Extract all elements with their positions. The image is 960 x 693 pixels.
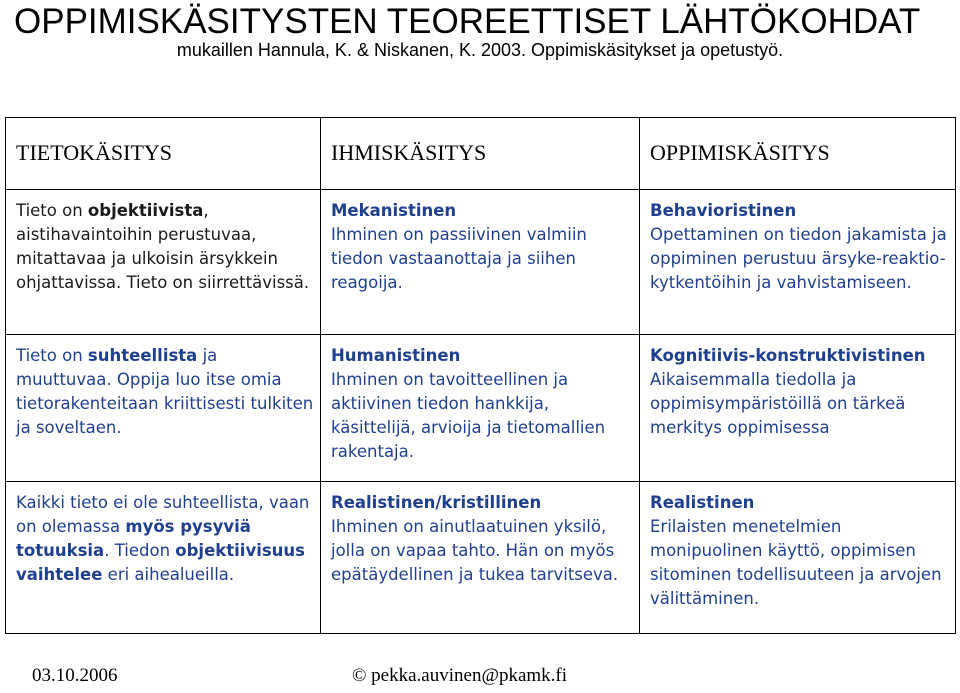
header-ihmiskasitys: IHMISKÄSITYS — [321, 118, 640, 190]
table-row — [6, 334, 956, 481]
oppiminen-cell — [640, 481, 956, 633]
header-tietokasitys: TIETOKÄSITYS — [6, 118, 321, 190]
oppiminen-heading: Kognitiivis-konstruktivistinen — [650, 345, 926, 365]
footer-date: 03.10.2006 — [32, 665, 118, 686]
oppiminen-text: Aikaisemmalla tiedolla ja oppimisympäristöillä on tärkeä merkitys oppimisessa — [650, 369, 906, 437]
page-title: OPPIMISKÄSITYSTEN TEOREETTISET LÄHTÖKOHDAT — [14, 2, 921, 41]
page-subtitle: mukaillen Hannula, K. & Niskanen, K. 2003. Oppimiskäsitykset ja opetustyö. — [176, 40, 784, 60]
footer-copyright: © pekka.auvinen@pkamk.fi — [352, 665, 568, 686]
ihminen-cell — [321, 334, 640, 481]
ihminen-heading: Humanistinen — [331, 345, 461, 365]
oppiminen-cell — [640, 189, 956, 334]
ihminen-cell — [321, 189, 640, 334]
tieto-text: Tieto on objektiivista, aistihavaintoihin perustuvaa, mitattavaa ja ulkoisin ärsykkein ohjattavissa. Tieto on siirrettävissä. — [16, 200, 310, 292]
oppiminen-heading: Behavioristinen — [650, 200, 797, 220]
tieto-cell — [6, 481, 321, 633]
theory-table — [5, 117, 956, 634]
header-oppimiskasitys: OPPIMISKÄSITYS — [640, 118, 956, 190]
oppiminen-cell — [640, 334, 956, 481]
ihminen-heading: Mekanistinen — [331, 200, 457, 220]
ihminen-text: Ihminen on tavoitteellinen ja aktiivinen tiedon hankkija, käsittelijä, arvioija ja tietomallien rakentaja. — [331, 369, 606, 461]
oppiminen-heading: Realistinen — [650, 492, 755, 512]
table-row — [6, 481, 956, 633]
tieto-cell — [6, 334, 321, 481]
table-row — [6, 189, 956, 334]
ihminen-text: Ihminen on ainutlaatuinen yksilö, jolla on vapaa tahto. Hän on myös epätäydellinen ja tukea tarvitseva. — [331, 516, 619, 584]
ihminen-text: Ihminen on passiivinen valmiin tiedon vastaanottaja ja siihen reagoija. — [331, 224, 587, 292]
tieto-cell — [6, 189, 321, 334]
header-row — [6, 118, 956, 190]
oppiminen-text: Opettaminen on tiedon jakamista ja oppiminen perustuu ärsyke-reaktio- kytkentöihin ja vahvistamiseen. — [650, 224, 947, 292]
tieto-text: Kaikki tieto ei ole suhteellista, vaan on olemassa myös pysyviä totuuksia. Tiedon objektiivisuus vaihtelee eri aihealueilla. — [16, 492, 310, 584]
ihminen-cell — [321, 481, 640, 633]
ihminen-heading: Realistinen/kristillinen — [331, 492, 542, 512]
oppiminen-text: Erilaisten menetelmien monipuolinen käyttö, oppimisen sitominen todellisuuteen ja arvojen välittäminen. — [650, 516, 942, 608]
tieto-text: Tieto on suhteellista ja muuttuvaa. Oppija luo itse omia tietorakenteitaan kriittisesti tulkiten ja soveltaen. — [16, 345, 314, 437]
